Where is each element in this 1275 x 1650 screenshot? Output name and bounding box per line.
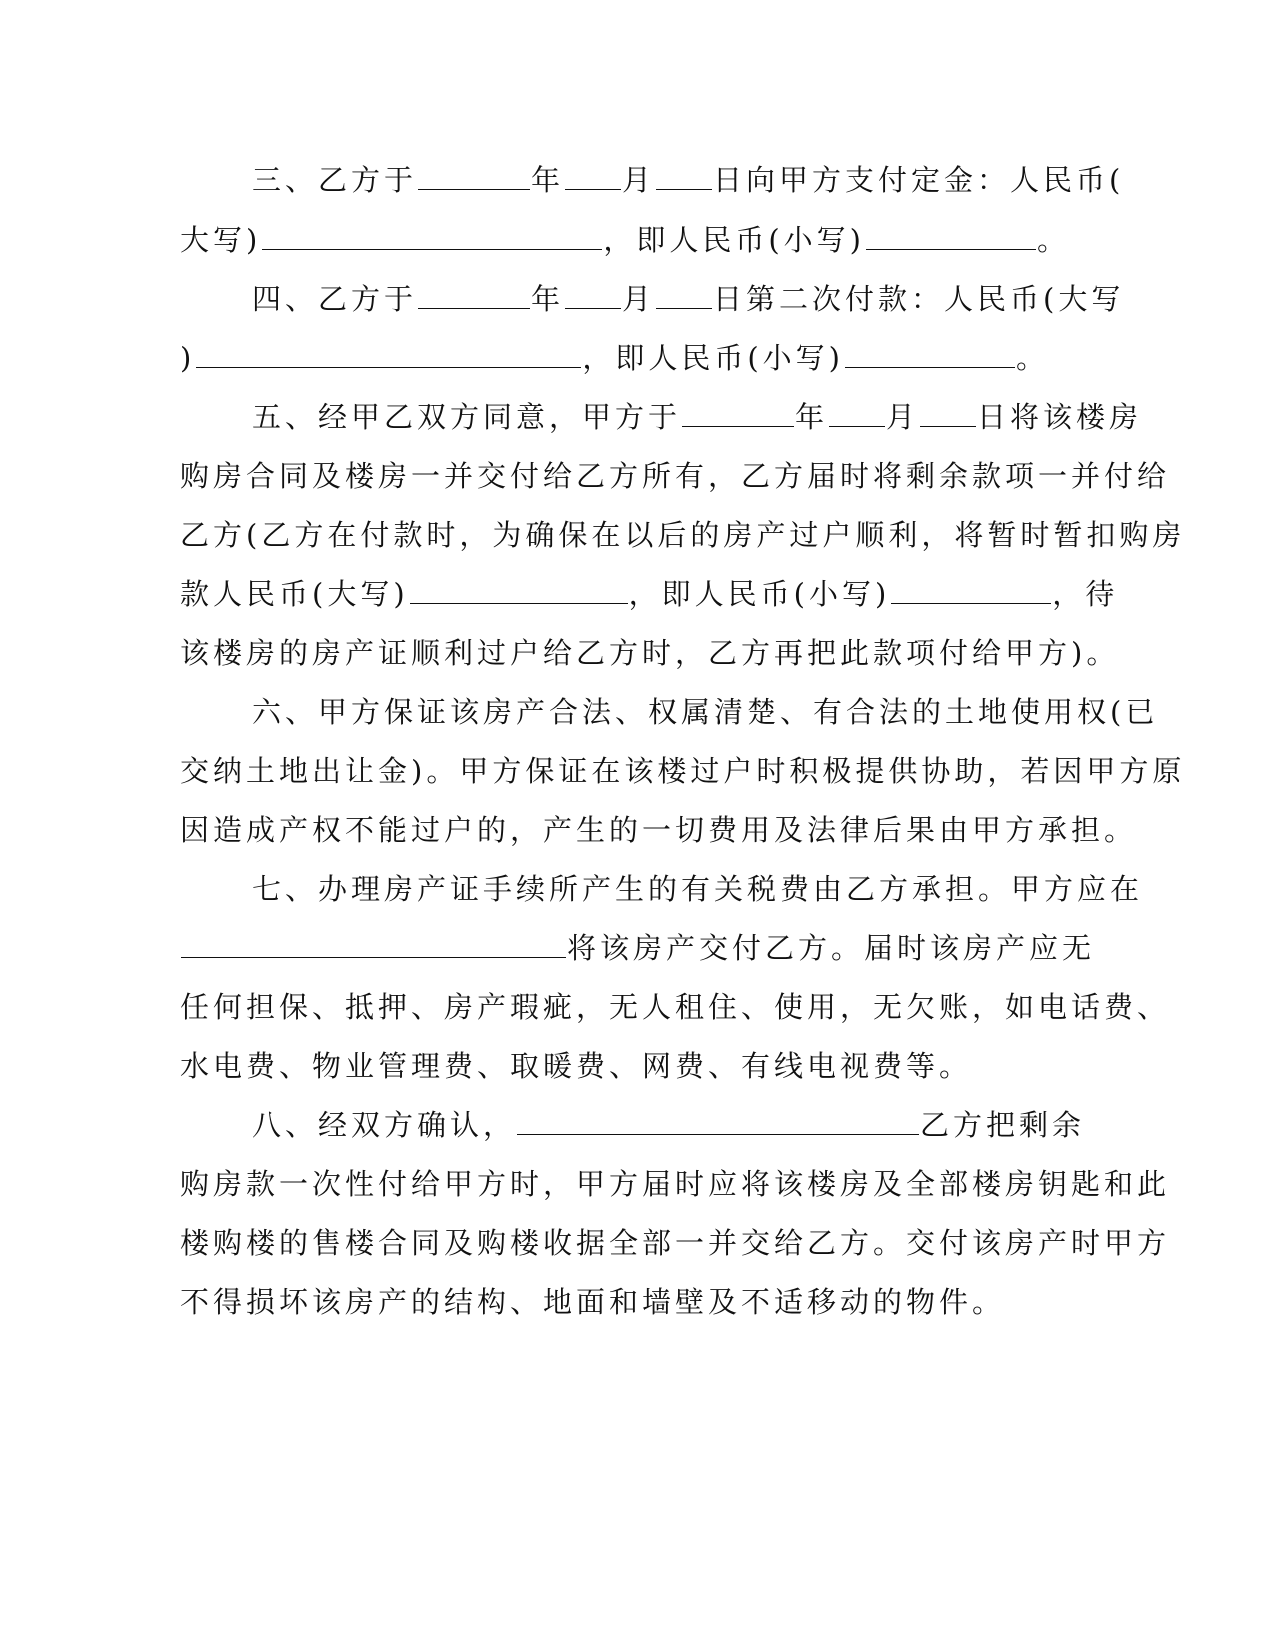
clause-text: ，待 (1052, 577, 1119, 611)
clause-text: 乙方把剩余 (920, 1108, 1086, 1142)
clause-5-line-4 (180, 577, 1119, 611)
clause-4-line-1 (252, 282, 1125, 316)
clause-5-line-2 (180, 459, 1171, 493)
clause-7-line-4 (180, 1049, 973, 1083)
blank-field (418, 286, 530, 309)
clause-text: 该楼房的房产证顺利过户给乙方时，乙方再把此款项付给甲方)。 (180, 636, 1120, 670)
clause-text: 不得损坏该房产的结构、地面和墙壁及不适移动的物件。 (180, 1285, 1006, 1319)
clause-text: 将该房产交付乙方。届时该房产应无 (567, 931, 1096, 965)
clause-text: 五、经甲乙双方同意，甲方于 (252, 400, 682, 434)
clause-7-line-3 (180, 990, 1171, 1024)
blank-field (682, 404, 794, 427)
clause-text: 大写) (180, 223, 262, 257)
clause-8-line-3 (180, 1226, 1171, 1260)
blank-field (517, 1112, 919, 1135)
clause-text: 交纳土地出让金)。甲方保证在该楼过户时积极提供协助，若因甲方原 (180, 754, 1186, 788)
clause-3-line-1 (252, 163, 1125, 197)
clause-text: 八、经双方确认， (252, 1108, 517, 1142)
clause-8-line-1 (252, 1108, 1086, 1142)
blank-field (262, 227, 602, 250)
clause-text: 六、甲方保证该房产合法、权属清楚、有合法的土地使用权(已 (252, 695, 1159, 729)
blank-field (181, 935, 566, 958)
clause-8-line-4 (180, 1285, 1006, 1319)
clause-text: 年 (531, 163, 565, 197)
clause-text: 购房款一次性付给甲方时，甲方届时应将该楼房及全部楼房钥匙和此 (180, 1167, 1171, 1201)
clause-5-line-5 (180, 636, 1120, 670)
clause-text: ) (180, 341, 196, 375)
blank-field (891, 581, 1051, 604)
clause-3-line-2 (180, 223, 1070, 257)
clause-text: 日第二次付款：人民币(大写 (713, 282, 1125, 316)
clause-6-line-3 (180, 813, 1138, 847)
clause-7-line-1 (252, 872, 1144, 906)
blank-field (656, 167, 712, 190)
clause-text: 七、办理房产证手续所产生的有关税费由乙方承担。甲方应在 (252, 872, 1144, 906)
clause-text: 三、乙方于 (252, 163, 418, 197)
blank-field (829, 404, 885, 427)
clause-text: 乙方(乙方在付款时，为确保在以后的房产过户顺利，将暂时暂扣购房 (180, 518, 1186, 552)
clause-text: 因造成产权不能过户的，产生的一切费用及法律后果由甲方承担。 (180, 813, 1138, 847)
blank-field (656, 286, 712, 309)
clause-text: 。 (1015, 341, 1049, 375)
clause-text: 年 (531, 282, 565, 316)
clause-6-line-1 (252, 695, 1159, 729)
clause-5-line-1 (252, 400, 1143, 434)
clause-text: 四、乙方于 (252, 282, 418, 316)
clause-text: 月 (886, 400, 920, 434)
clause-text: 日向甲方支付定金：人民币( (713, 163, 1125, 197)
clause-5-line-3 (180, 518, 1186, 552)
blank-field (565, 286, 621, 309)
clause-text: ，即人民币(小写) (582, 341, 844, 375)
clause-text: ，即人民币(小写) (603, 223, 865, 257)
blank-field (866, 227, 1036, 250)
clause-text: 月 (622, 163, 656, 197)
clause-text: 。 (1036, 223, 1070, 257)
clause-text: 水电费、物业管理费、取暖费、网费、有线电视费等。 (180, 1049, 973, 1083)
blank-field (845, 345, 1015, 368)
clause-text: ，即人民币(小写) (628, 577, 891, 611)
clause-4-line-2 (180, 341, 1049, 375)
clause-text: 购房合同及楼房一并交付给乙方所有，乙方届时将剩余款项一并付给 (180, 459, 1171, 493)
clause-text: 楼购楼的售楼合同及购楼收据全部一并交给乙方。交付该房产时甲方 (180, 1226, 1171, 1260)
clause-7-line-2 (180, 931, 1096, 965)
blank-field (418, 167, 530, 190)
clause-text: 款人民币(大写) (180, 577, 409, 611)
clause-text: 日将该楼房 (977, 400, 1143, 434)
blank-field (565, 167, 621, 190)
clause-6-line-2 (180, 754, 1186, 788)
clause-8-line-2 (180, 1167, 1171, 1201)
blank-field (196, 345, 581, 368)
clause-text: 年 (795, 400, 829, 434)
blank-field (920, 404, 976, 427)
blank-field (410, 581, 628, 604)
clause-text: 任何担保、抵押、房产瑕疵，无人租住、使用，无欠账，如电话费、 (180, 990, 1171, 1024)
clause-text: 月 (622, 282, 656, 316)
